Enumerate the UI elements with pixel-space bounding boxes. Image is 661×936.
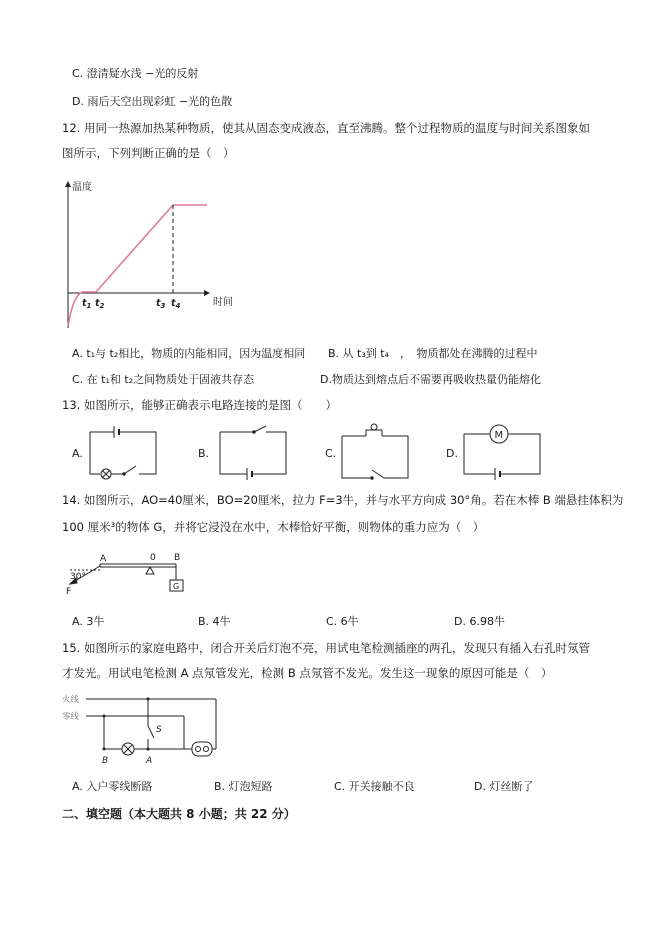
q12-tick-t3: $t_3$ [156,298,166,310]
q14-label-a: A [100,554,107,564]
q14-option-a: A. 3牛 [72,615,105,628]
q12-tick-t4: $t_4$ [171,298,181,310]
q13-option-d-label: D. [446,447,458,460]
section-2-heading: 二、填空题（本大题共 8 小题；共 22 分） [62,807,296,821]
q14-option-c: C. 6牛 [326,615,359,628]
q15-label-b: B [102,756,109,766]
q12-tick-t1: $t_1$ [82,298,92,310]
q14-option-d: D. 6.98牛 [454,615,505,628]
q14-label-f: F [66,587,72,597]
q14-stem-line2: 100 厘米³的物体 G，并将它浸没在水中，木棒恰好平衡，则物体的重力应为（ ） [62,520,485,534]
q11-option-c: C. 澄清疑水浅 −光的反射 [72,67,199,80]
q12-option-b: B. 从 t₃到 t₄ ， 物质都处在沸腾的过程中 [328,347,538,360]
q12-stem-line2: 图所示，下列判断正确的是（ ） [62,146,235,160]
q13-circuit-c [340,424,420,480]
q12-stem-line1: 12. 用同一热源加热某种物质，使其从固态变成液态，直至沸腾。整个过程物质的温度与时间关系图象如 [62,121,590,135]
q12-option-c: C. 在 t₁和 t₂之间物质处于固液共存态 [72,373,255,386]
q14-label-o: 0 [150,553,156,563]
q15-stem-line2: 才发光。用试电笔检测 A 点氖管发光，检测 B 点氖管不发光。发生这一现象的原因可能是（ ） [62,666,553,680]
q12-option-a: A. t₁与 t₂相比，物质的内能相同，因为温度相同 [72,347,306,360]
q14-option-b: B. 4牛 [198,615,231,628]
q14-label-g: G [173,582,180,591]
q13-stem: 13. 如图所示，能够正确表示电路连接的是图（ ） [62,398,337,412]
q13-option-a-label: A. [72,447,83,460]
q14-label-angle: 30° [70,572,86,582]
q13-circuit-b [218,428,298,476]
q14-lever-figure [66,552,206,600]
q13-motor-symbol: M [494,430,504,441]
q11-option-d: D. 雨后天空出现彩虹 −光的色散 [72,95,233,108]
q14-stem-line1: 14. 如图所示，AO=40厘米，BO=20厘米，拉力 F=3牛，并与水平方向成 30°角。若在木棒 B 端悬挂体积为 [62,493,624,507]
q15-label-s: S [156,725,162,735]
q14-label-b: B [174,553,181,563]
q15-option-c: C. 开关接触不良 [334,780,415,793]
q15-household-circuit [60,690,230,770]
q13-option-c-label: C. [325,447,337,460]
q12-x-axis-label: 时间 [213,297,233,308]
q15-live-wire-label: 火线 [62,695,80,705]
q13-circuit-a [88,428,168,476]
q13-option-b-label: B. [198,447,210,460]
q12-temperature-time-graph [55,178,255,338]
q13-circuit-d [462,424,542,476]
q12-y-axis-label: 温度 [72,182,92,193]
q12-option-d: D.物质达到熔点后不需要再吸收热量仍能熔化 [320,373,541,386]
q15-option-b: B. 灯泡短路 [214,780,273,793]
q15-label-a: A [146,756,153,766]
q15-option-a: A. 入户零线断路 [72,780,153,793]
q12-tick-t2: $t_2$ [95,298,105,310]
q15-stem-line1: 15. 如图所示的家庭电路中，闭合开关后灯泡不亮，用试电笔检测插座的两孔，发现只有插入右孔时氖管 [62,641,590,655]
q15-neutral-wire-label: 零线 [62,712,80,722]
q15-option-d: D. 灯丝断了 [474,780,534,793]
